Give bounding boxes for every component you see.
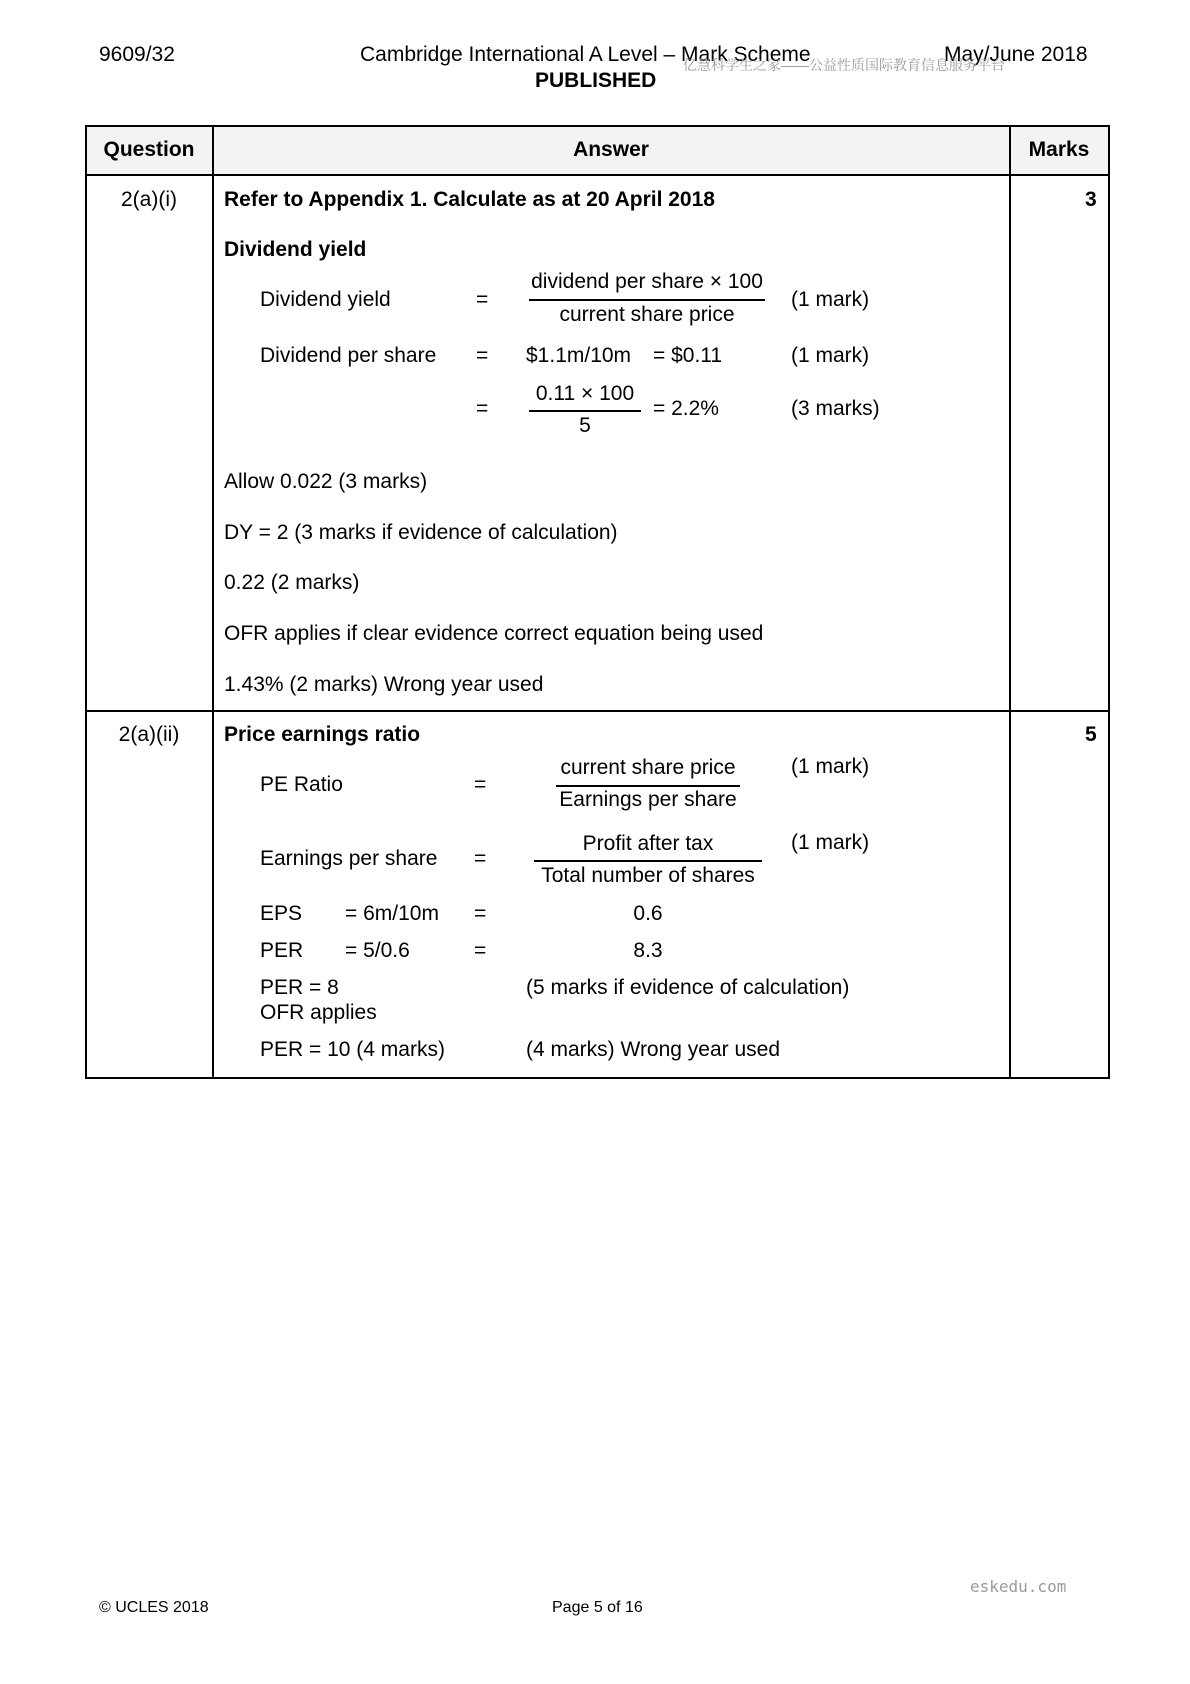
fraction-bar [556, 785, 740, 787]
equals-sign: = [474, 847, 487, 870]
per-result: 8.3 [633, 939, 663, 962]
per-eight-note: PER = 8 [260, 976, 339, 999]
fraction-numerator: current share price [560, 756, 736, 779]
answer-subheading: Dividend yield [224, 238, 367, 261]
exam-session: May/June 2018 [944, 43, 1088, 66]
equals-sign: = [476, 344, 489, 367]
watermark-text: 亿慧科学生之家——公益性质国际教育信息服务平台 [683, 57, 1005, 73]
answer-heading: Price earnings ratio [224, 723, 421, 746]
marking-note: OFR applies if clear evidence correct equation being used [224, 622, 764, 645]
table-border-right [1108, 125, 1110, 1078]
marks-value: 5 [1085, 723, 1097, 746]
table-border-bottom [85, 1077, 1110, 1079]
table-border-top [85, 125, 1110, 127]
marks-value: 3 [1085, 188, 1097, 211]
table-row-divider [85, 710, 1110, 712]
table-column-divider-1 [212, 125, 214, 1078]
page-number: Page 5 of 16 [552, 1599, 643, 1616]
column-header-marks: Marks [1028, 138, 1090, 161]
equals-sign: = [474, 939, 487, 962]
marking-note: Allow 0.022 (3 marks) [224, 470, 428, 493]
fraction-denominator: 5 [579, 414, 591, 437]
table-column-divider-2 [1009, 125, 1011, 1078]
fraction-denominator: Total number of shares [541, 864, 755, 887]
per-ten-marks: (4 marks) Wrong year used [526, 1038, 781, 1061]
fraction-denominator: Earnings per share [559, 788, 737, 811]
fraction-denominator: current share price [559, 303, 735, 326]
marking-note: 0.22 (2 marks) [224, 571, 360, 594]
fraction-numerator: dividend per share × 100 [531, 270, 763, 293]
dividend-per-share-calculation: $1.1m/10m [526, 344, 632, 367]
dividend-per-share-result: = $0.11 [653, 344, 723, 367]
fraction-bar [534, 860, 762, 862]
equals-sign: = [474, 902, 487, 925]
mark-allocation: (1 mark) [791, 755, 870, 778]
mark-allocation: (1 mark) [791, 344, 870, 367]
column-header-answer: Answer [573, 138, 649, 161]
mark-allocation: (1 mark) [791, 288, 870, 311]
fraction-bar [529, 410, 641, 412]
ofr-note: OFR applies [260, 1001, 377, 1024]
table-border-left [85, 125, 87, 1078]
marking-note: 1.43% (2 marks) Wrong year used [224, 673, 544, 696]
copyright-notice: © UCLES 2018 [99, 1599, 209, 1616]
eps-calculation: = 6m/10m [345, 902, 439, 925]
dividend-per-share-label: Dividend per share [260, 344, 437, 367]
document-title: Cambridge International A Level – Mark Scheme [360, 43, 811, 66]
mark-allocation: (3 marks) [791, 397, 880, 420]
marking-note: DY = 2 (3 marks if evidence of calculation) [224, 521, 618, 544]
fraction-bar [529, 299, 765, 301]
equals-sign: = [476, 397, 489, 420]
site-watermark: eskedu.com [970, 1577, 1067, 1596]
earnings-per-share-label: Earnings per share [260, 847, 438, 870]
dividend-yield-result: = 2.2% [653, 397, 719, 420]
question-number: 2(a)(i) [121, 188, 177, 211]
column-header-question: Question [103, 138, 195, 161]
answer-heading: Refer to Appendix 1. Calculate as at 20 April 2018 [224, 188, 715, 211]
per-calculation: = 5/0.6 [345, 939, 410, 962]
paper-code: 9609/32 [99, 43, 175, 66]
per-label: PER [260, 939, 304, 962]
pe-ratio-label: PE Ratio [260, 773, 343, 796]
per-eight-marks: (5 marks if evidence of calculation) [526, 976, 850, 999]
eps-label: EPS [260, 902, 303, 925]
question-number: 2(a)(ii) [118, 723, 180, 746]
fraction-numerator: Profit after tax [582, 832, 714, 855]
equals-sign: = [474, 773, 487, 796]
dividend-yield-label: Dividend yield [260, 288, 391, 311]
equals-sign: = [476, 288, 489, 311]
fraction-numerator: 0.11 × 100 [535, 382, 635, 405]
mark-allocation: (1 mark) [791, 831, 870, 854]
table-header-divider [85, 174, 1110, 176]
published-label: PUBLISHED [535, 69, 657, 92]
eps-result: 0.6 [633, 902, 663, 925]
per-ten-note: PER = 10 (4 marks) [260, 1038, 445, 1061]
